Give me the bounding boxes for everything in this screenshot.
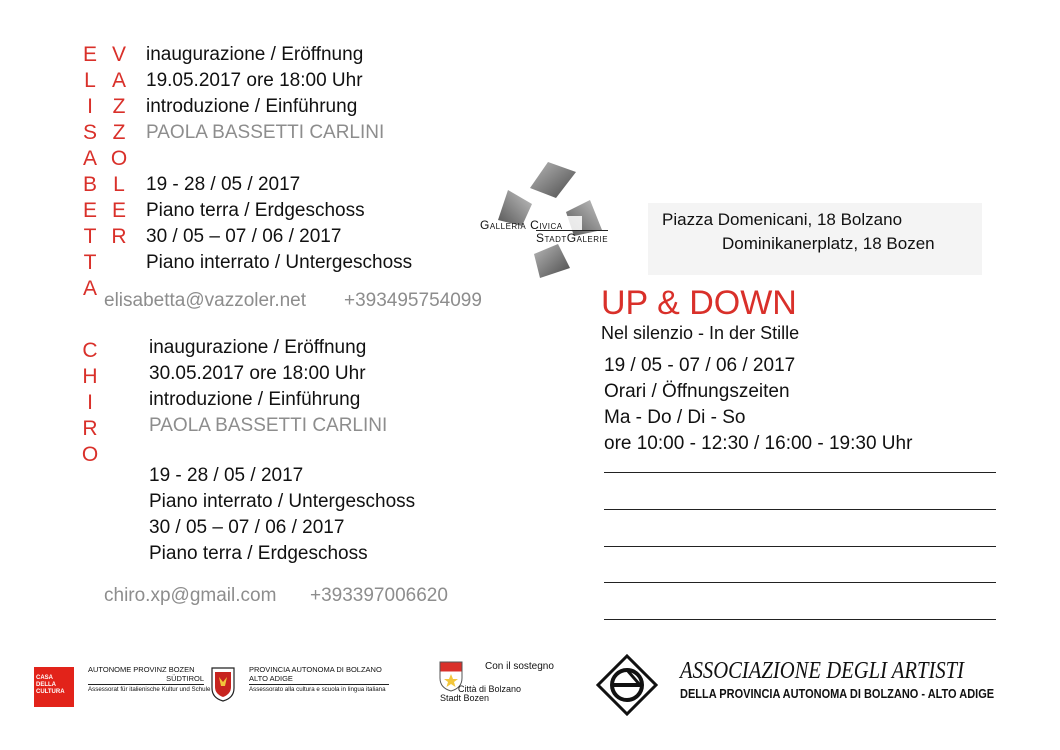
period-2: 30 / 05 – 07 / 06 / 2017 bbox=[146, 226, 342, 247]
floor-1: Piano terra / Erdgeschoss bbox=[146, 200, 365, 221]
name-letter: C bbox=[82, 339, 98, 362]
sudtirol-block bbox=[88, 665, 211, 695]
artist2-name bbox=[80, 338, 100, 468]
address-de: Dominikanerplatz, 18 Bozen bbox=[722, 234, 935, 253]
intro-name: PAOLA BASSETTI CARLINI bbox=[149, 415, 388, 436]
artist2-email[interactable]: chiro.xp@gmail.com bbox=[104, 585, 277, 606]
name-letter: E bbox=[82, 43, 97, 66]
name-letter: E bbox=[111, 199, 126, 222]
opening-datetime: 19.05.2017 ore 18:00 Uhr bbox=[146, 70, 363, 91]
name-letter: B bbox=[82, 173, 97, 196]
opening-label: inaugurazione / Eröffnung bbox=[149, 337, 367, 358]
artist2-phone[interactable]: +393397006620 bbox=[310, 585, 448, 606]
gallery-logo-line2: StadtGalerie bbox=[536, 231, 609, 245]
name-letter: L bbox=[113, 173, 125, 196]
exhibition-title: UP & DOWN bbox=[601, 284, 797, 322]
gallery-logo-line1: Galleria Civica bbox=[480, 218, 563, 232]
floor-2: Piano interrato / Untergeschoss bbox=[146, 252, 413, 273]
artist1-info bbox=[146, 42, 412, 276]
floor-1: Piano interrato / Untergeschoss bbox=[149, 491, 416, 512]
name-letter: A bbox=[82, 277, 97, 300]
artist2-info bbox=[149, 335, 415, 567]
provincia-sub: ALTO ADIGE bbox=[249, 674, 389, 685]
provincia-block bbox=[249, 665, 389, 695]
exhibition-details bbox=[604, 353, 912, 457]
hours-label: Orari / Öffnungszeiten bbox=[604, 381, 790, 402]
intro-label: introduzione / Einführung bbox=[146, 96, 358, 117]
associazione-name: ASSOCIAZIONE DEGLI ARTISTI bbox=[680, 658, 965, 684]
period-1: 19 - 28 / 05 / 2017 bbox=[149, 465, 304, 486]
associazione-logo-icon bbox=[596, 654, 658, 716]
name-letter: I bbox=[87, 391, 93, 414]
opening-label: inaugurazione / Eröffnung bbox=[146, 44, 364, 65]
name-letter: H bbox=[82, 365, 98, 388]
provincia-dept: Assessorato alla cultura e scuola in lingua italiana bbox=[249, 686, 386, 693]
name-letter: Z bbox=[112, 95, 126, 118]
city-de: Stadt Bozen bbox=[440, 693, 490, 703]
address-line bbox=[604, 509, 996, 510]
address-line bbox=[604, 472, 996, 473]
name-letter: O bbox=[110, 147, 128, 170]
gallery-logo bbox=[478, 160, 638, 280]
name-letter: T bbox=[83, 225, 97, 248]
artist1-phone[interactable]: +393495754099 bbox=[344, 290, 482, 311]
exhibition-dates: 19 / 05 - 07 / 06 / 2017 bbox=[604, 355, 796, 376]
sudtirol-dept: Assessorat für italienische Kultur und Schule bbox=[88, 686, 211, 693]
artist1-first-name bbox=[80, 42, 100, 302]
artist1-email[interactable]: elisabetta@vazzoler.net bbox=[104, 290, 307, 311]
opening-datetime: 30.05.2017 ore 18:00 Uhr bbox=[149, 363, 366, 384]
address-box bbox=[648, 203, 982, 275]
intro-label: introduzione / Einführung bbox=[149, 389, 361, 410]
address-it: Piazza Domenicani, 18 Bolzano bbox=[662, 210, 903, 229]
name-letter: O bbox=[81, 443, 99, 466]
city-it: Città di Bolzano bbox=[458, 684, 522, 694]
name-letter: E bbox=[82, 199, 97, 222]
casa-cultura-text: CASA DELLA CULTURA bbox=[36, 675, 65, 695]
name-letter: L bbox=[84, 69, 96, 92]
period-2: 30 / 05 – 07 / 06 / 2017 bbox=[149, 517, 345, 538]
name-letter: R bbox=[111, 225, 127, 248]
coat-of-arms-icon bbox=[210, 666, 236, 702]
intro-name: PAOLA BASSETTI CARLINI bbox=[146, 122, 385, 143]
address-line bbox=[604, 582, 996, 583]
name-letter: T bbox=[83, 251, 97, 274]
name-letter: A bbox=[111, 69, 126, 92]
name-letter: I bbox=[87, 95, 93, 118]
casa-cultura-logo bbox=[34, 667, 74, 707]
provincia-title: PROVINCIA AUTONOMA DI BOLZANO bbox=[249, 665, 382, 674]
associazione-sub: DELLA PROVINCIA AUTONOMA DI BOLZANO - ALTO ADIGE bbox=[680, 687, 995, 701]
name-letter: Z bbox=[112, 121, 126, 144]
exhibition-subtitle: Nel silenzio - In der Stille bbox=[601, 323, 800, 343]
opening-days: Ma - Do / Di - So bbox=[604, 407, 746, 428]
support-label: Con il sostegno bbox=[485, 661, 554, 672]
name-letter: R bbox=[82, 417, 98, 440]
period-1: 19 - 28 / 05 / 2017 bbox=[146, 174, 301, 195]
artist1-last-name bbox=[109, 42, 129, 250]
name-letter: V bbox=[111, 43, 126, 66]
address-line bbox=[604, 619, 996, 620]
name-letter: S bbox=[82, 121, 97, 144]
address-line bbox=[604, 546, 996, 547]
name-letter: A bbox=[82, 147, 97, 170]
sudtirol-title: AUTONOME PROVINZ BOZEN bbox=[88, 665, 195, 674]
opening-hours: ore 10:00 - 12:30 / 16:00 - 19:30 Uhr bbox=[604, 433, 913, 454]
sudtirol-sub: SÜDTIROL bbox=[88, 674, 204, 685]
floor-2: Piano terra / Erdgeschoss bbox=[149, 543, 368, 564]
